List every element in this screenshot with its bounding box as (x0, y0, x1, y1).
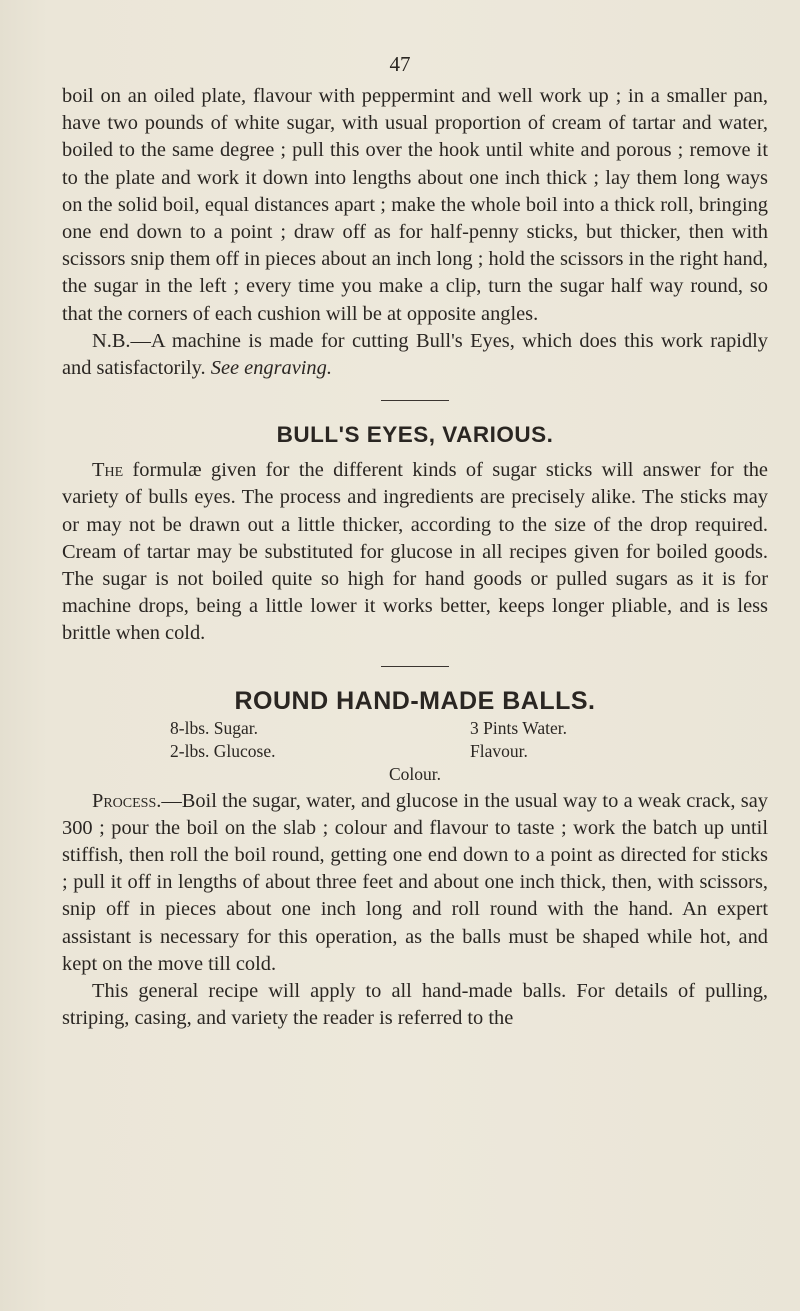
intro-paragraph: boil on an oiled plate, flavour with peppermint and well work up ; in a smaller pan, have two pounds of white sugar, with usual proportion of cream of tartar and water, boiled to the same degree ; pull this over the hook until white and porous ; remove it to the plate and work it down into lengths about one inch thick ; lay them long ways on the solid boil, equal distances apart ; make the whole boil into a thick roll, bringing one end down to a point ; draw off as for half-penny sticks, but thicker, then with scissors snip them off in pieces about an inch long ; hold the scissors in the right hand, the sugar in the left ; every time you make a clip, turn the sugar half way round, so that the corners of each cushion will be at opposite angles. (62, 85, 768, 325)
process-label: Process. (92, 789, 162, 812)
section-heading-bulls-eyes: BULL'S EYES, VARIOUS. (276, 422, 554, 448)
bulls-eyes-paragraph (62, 457, 768, 647)
ingredient-item: 2-lbs. Glucose. (170, 740, 276, 761)
final-paragraph: This general recipe will apply to all hand-made balls. For details of pulling, striping, casing, and variety the reader is referred to the (62, 980, 768, 1030)
ingredient-item: 8-lbs. Sugar. (170, 717, 258, 738)
page-content (62, 83, 768, 1032)
page-number: 47 (389, 52, 411, 76)
section-divider (381, 666, 449, 667)
lead-word: The (92, 459, 124, 482)
section-divider (381, 400, 449, 401)
section-heading-round-balls: ROUND HAND-MADE BALLS. (234, 686, 596, 715)
ingredient-item: Colour. (388, 763, 442, 784)
ingredient-item: Flavour. (470, 740, 528, 761)
bulls-eyes-text: formulæ given for the different kinds of sugar sticks will answer for the variety of bulls eyes. The process and ingredients are precisely alike. The sticks may or may not be drawn out a little thicker, according to the size of the drop required. Cream of tartar may be substituted for glucose in all recipes given for boiled goods. The sugar is not boiled quite so high for hand goods or pulled sugars as it is for machine drops, being a little lower it works better, keeps longer pliable, and is less brittle when cold. (62, 459, 768, 645)
process-text: —Boil the sugar, water, and glucose in the usual way to a weak crack, say 300 ; pour the boil on the slab ; colour and flavour to taste ; work the batch up until stiffish, then roll the boil round, getting one end down to a point as directed for sticks ; pull it off in lengths of about three feet and about one inch thick, then, with scissors, snip off in pieces about one inch long and roll round with the hand. An expert assistant is necessary for this operation, as the balls must be shaped while hot, and kept on the move till cold. (62, 789, 768, 975)
ingredient-item: 3 Pints Water. (470, 717, 567, 738)
nb-text: N.B.—A machine is made for cutting Bull's Eyes, which does this work rapidly and satisfactorily. (62, 329, 768, 380)
nb-paragraph (62, 328, 768, 382)
ingredients-list (62, 717, 768, 763)
process-paragraph (62, 788, 768, 978)
see-engraving-ref: See engraving. (210, 357, 332, 380)
